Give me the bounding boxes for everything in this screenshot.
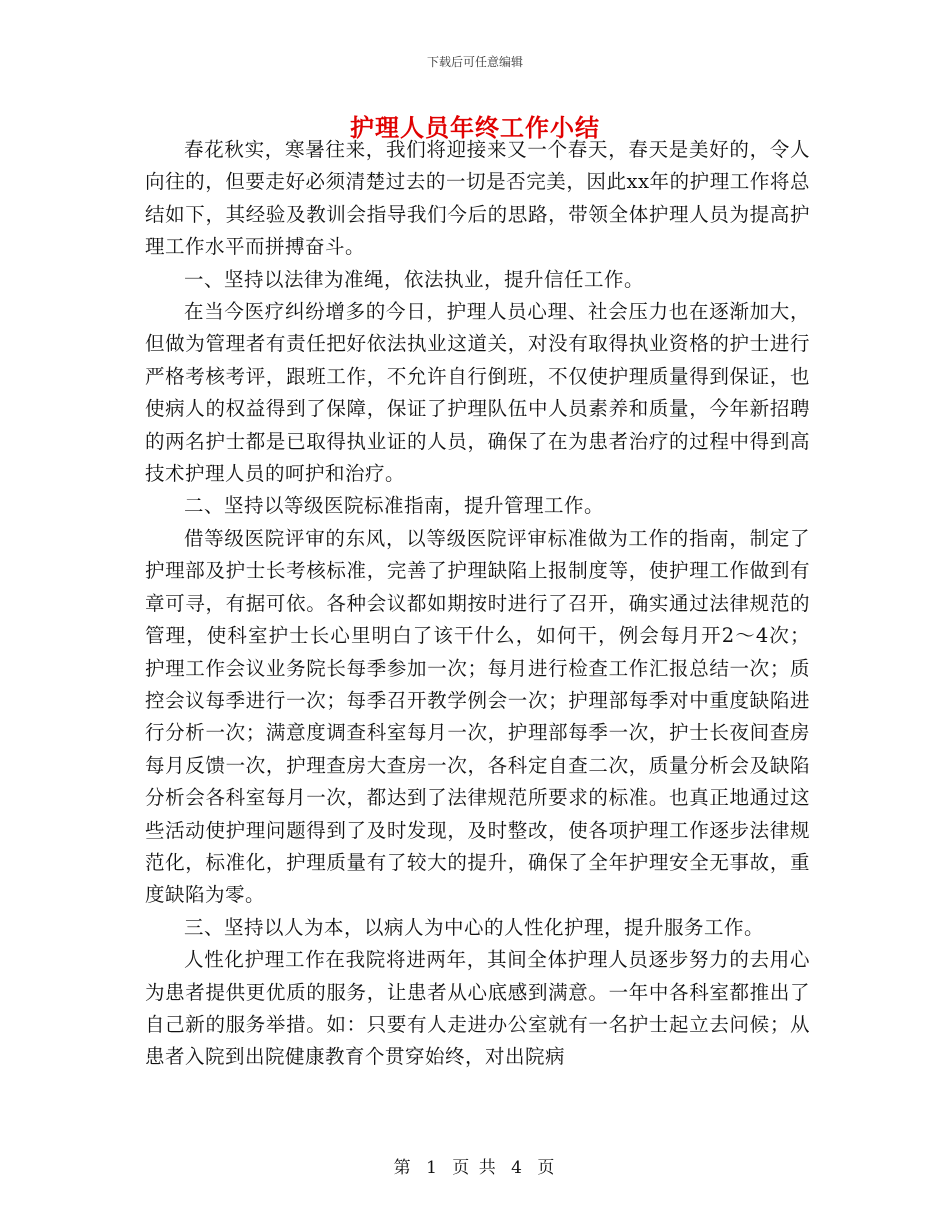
paragraph-section-2: 借等级医院评审的东风，以等级医院评审标准做为工作的指南，制定了护理部及护士长考核标准，完善了护理缺陷上报制度等，使护理工作做到有章可寻，有据可依。各种会议都如期按时进行了召开，确实通过法律规范的管理，使科室护士长心里明白了该干什么，如何干，例会每月开2～4次；护理工作会议业务院长每季参加一次；每月进行检查工作汇报总结一次；质控会议每季进行一次；每季召开教学例会一次；护理部每季对中重度缺陷进行分析一次；满意度调查科室每月一次，护理部每季一次，护士长夜间查房每月反馈一次，护理查房大查房一次，各科定自查二次，质量分析会及缺陷分析会各科室每月一次，都达到了法律规范所要求的标准。也真正地通过这些活动使护理问题得到了及时发现，及时整改，使各项护理工作逐步法律规范化，标准化，护理质量有了较大的提升，确保了全年护理安全无事故，重度缺陷为零。 bbox=[145, 526, 810, 907]
footer-total-pages: 4 bbox=[511, 1158, 524, 1178]
document-title: 护理人员年终工作小结 bbox=[350, 113, 600, 142]
section-heading-2: 二、坚持以等级医院标准指南，提升管理工作。 bbox=[184, 494, 605, 518]
footer-middle: 页 共 bbox=[452, 1158, 498, 1178]
footer-prefix: 第 bbox=[393, 1158, 413, 1178]
paragraph-section-3: 人性化护理工作在我院将进两年，其间全体护理人员逐步努力的去用心为患者提供更优质的服务，让患者从心底感到满意。一年中各科室都推出了自己新的服务举措。如：只要有人走进办公室就有一名护士起立去问候；从患者入院到出院健康教育个贯穿始终，对出院病 bbox=[145, 948, 810, 1069]
footer-page-number: 1 bbox=[426, 1158, 439, 1178]
document-body bbox=[145, 134, 810, 1074]
header-note: 下载后可任意编辑 bbox=[426, 55, 523, 69]
page-footer bbox=[0, 1153, 950, 1178]
section-heading-1: 一、坚持以法律为准绳，依法执业，提升信任工作。 bbox=[184, 267, 645, 291]
footer-suffix: 页 bbox=[537, 1158, 557, 1178]
paragraph-section-1: 在当今医疗纠纷增多的今日，护理人员心理、社会压力也在逐渐加大，但做为管理者有责任把好依法执业这道关，对没有取得执业资格的护士进行严格考核考评，跟班工作，不允许自行倒班，不仅使护理质量得到保证，也使病人的权益得到了保障，保证了护理队伍中人员素养和质量，今年新招聘的两名护士都是已取得执业证的人员，确保了在为患者治疗的过程中得到高技术护理人员的呵护和治疗。 bbox=[145, 300, 810, 486]
paragraph-intro: 春花秋实，寒暑往来，我们将迎接来又一个春天，春天是美好的，令人向往的，但要走好必须清楚过去的一切是否完美，因此xx年的护理工作将总结如下，其经验及教训会指导我们今后的思路，带领全体护理人员为提高护理工作水平而拼搏奋斗。 bbox=[145, 138, 810, 259]
section-heading-3: 三、坚持以人为本，以病人为中心的人性化护理，提升服务工作。 bbox=[184, 915, 765, 939]
